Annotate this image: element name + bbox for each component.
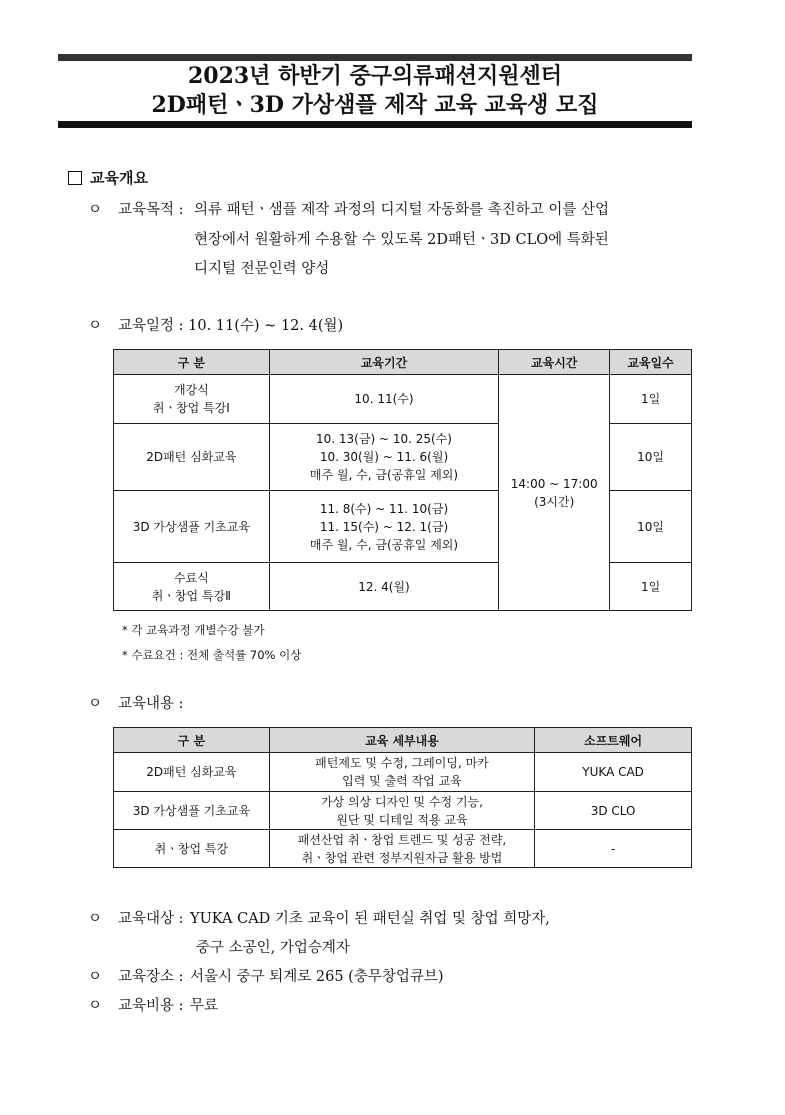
title-rule-bottom	[58, 121, 692, 128]
title-rule-top	[58, 54, 692, 61]
content-header-detail: 교육 세부내용	[269, 728, 535, 753]
schedule-cell-days: 10일	[610, 491, 692, 563]
table-row	[114, 792, 692, 830]
purpose-label: 교육목적 :	[118, 202, 184, 218]
cost-value: 무료	[190, 998, 219, 1014]
content-cell-detail: 패턴제도 및 수정, 그레이딩, 마카 입력 및 출력 작업 교육	[269, 753, 535, 792]
content-cell-software: 3D CLO	[535, 792, 692, 830]
schedule-cell-period: 11. 8(수) ~ 11. 10(금) 11. 15(수) ~ 12. 1(금) 매주 월, 수, 금(공휴일 제외)	[269, 491, 499, 563]
schedule-note-2: * 수료요건 : 전체 출석률 70% 이상	[122, 648, 302, 662]
target-line-1: YUKA CAD 기초 교육이 된 패턴실 취업 및 창업 희망자,	[190, 911, 550, 927]
schedule-cell-time: 14:00 ~ 17:00 (3시간)	[499, 375, 610, 611]
section-heading-label: 교육개요	[90, 169, 148, 187]
checkbox-square-icon	[68, 171, 82, 185]
schedule-header-period: 교육기간	[269, 350, 499, 375]
place-item	[88, 963, 184, 991]
purpose-line-3: 디지털 전문인력 양성	[194, 261, 330, 277]
bullet-circle-icon: ㅇ	[88, 911, 103, 927]
content-cell-category: 3D 가상샘플 기초교육	[114, 792, 270, 830]
schedule-cell-period: 12. 4(월)	[269, 563, 499, 611]
page-title-line1: 2023년 하반기 중구의류패션지원센터	[187, 63, 563, 89]
content-cell-category: 2D패턴 심화교육	[114, 753, 270, 792]
content-cell-category: 취ㆍ창업 특강	[114, 830, 270, 868]
purpose-line-2: 현장에서 원활하게 수용할 수 있도록 2D패턴ㆍ3D CLO에 특화된	[194, 232, 609, 248]
place-label: 교육장소 :	[118, 969, 184, 985]
bullet-circle-icon: ㅇ	[88, 202, 103, 218]
schedule-table	[113, 349, 692, 611]
schedule-note-1: * 각 교육과정 개별수강 불가	[122, 623, 265, 637]
content-header-software: 소프트웨어	[535, 728, 692, 753]
content-cell-detail: 가상 의상 디자인 및 수정 기능, 원단 및 디테일 적용 교육	[269, 792, 535, 830]
schedule-cell-category: 3D 가상샘플 기초교육	[114, 491, 270, 563]
table-row	[114, 753, 692, 792]
page-title-line2: 2D패턴ㆍ3D 가상샘플 제작 교육 교육생 모집	[151, 92, 599, 118]
schedule-cell-period: 10. 13(금) ~ 10. 25(수) 10. 30(월) ~ 11. 6(월) 매주 월, 수, 금(공휴일 제외)	[269, 424, 499, 491]
schedule-cell-days: 10일	[610, 424, 692, 491]
section-heading	[68, 167, 148, 188]
schedule-cell-days: 1일	[610, 563, 692, 611]
bullet-circle-icon: ㅇ	[88, 998, 103, 1014]
content-label: 교육내용 :	[118, 696, 184, 712]
cost-label: 교육비용 :	[118, 998, 184, 1014]
bullet-circle-icon: ㅇ	[88, 969, 103, 985]
bullet-circle-icon: ㅇ	[88, 318, 103, 334]
table-row	[114, 375, 692, 424]
content-cell-detail: 패션산업 취ㆍ창업 트렌드 및 성공 전략, 취ㆍ창업 관련 정부지원자금 활용 방법	[269, 830, 535, 868]
table-row	[114, 830, 692, 868]
schedule-header-category: 구 분	[114, 350, 270, 375]
content-cell-software: -	[535, 830, 692, 868]
target-line-2: 중구 소공인, 가업승계자	[196, 940, 350, 956]
cost-item	[88, 992, 184, 1020]
schedule-header-days: 교육일수	[610, 350, 692, 375]
schedule-header-time: 교육시간	[499, 350, 610, 375]
content-table	[113, 727, 692, 868]
content-cell-software: YUKA CAD	[535, 753, 692, 792]
content-item	[88, 690, 184, 718]
place-value: 서울시 중구 퇴계로 265 (충무창업큐브)	[190, 969, 444, 985]
purpose-line-1: 의류 패턴ㆍ샘플 제작 과정의 디지털 자동화를 촉진하고 이를 산업	[194, 202, 610, 218]
schedule-label: 교육일정 : 10. 11(수) ~ 12. 4(월)	[118, 318, 344, 334]
bullet-circle-icon: ㅇ	[88, 696, 103, 712]
schedule-cell-period: 10. 11(수)	[269, 375, 499, 424]
target-label: 교육대상 :	[118, 911, 184, 927]
schedule-cell-category: 2D패턴 심화교육	[114, 424, 270, 491]
schedule-cell-category: 수료식 취ㆍ창업 특강Ⅱ	[114, 563, 270, 611]
schedule-cell-days: 1일	[610, 375, 692, 424]
target-item	[88, 905, 184, 933]
purpose-item	[88, 196, 184, 224]
schedule-cell-category: 개강식 취ㆍ창업 특강Ⅰ	[114, 375, 270, 424]
schedule-item	[88, 312, 343, 340]
content-header-category: 구 분	[114, 728, 270, 753]
